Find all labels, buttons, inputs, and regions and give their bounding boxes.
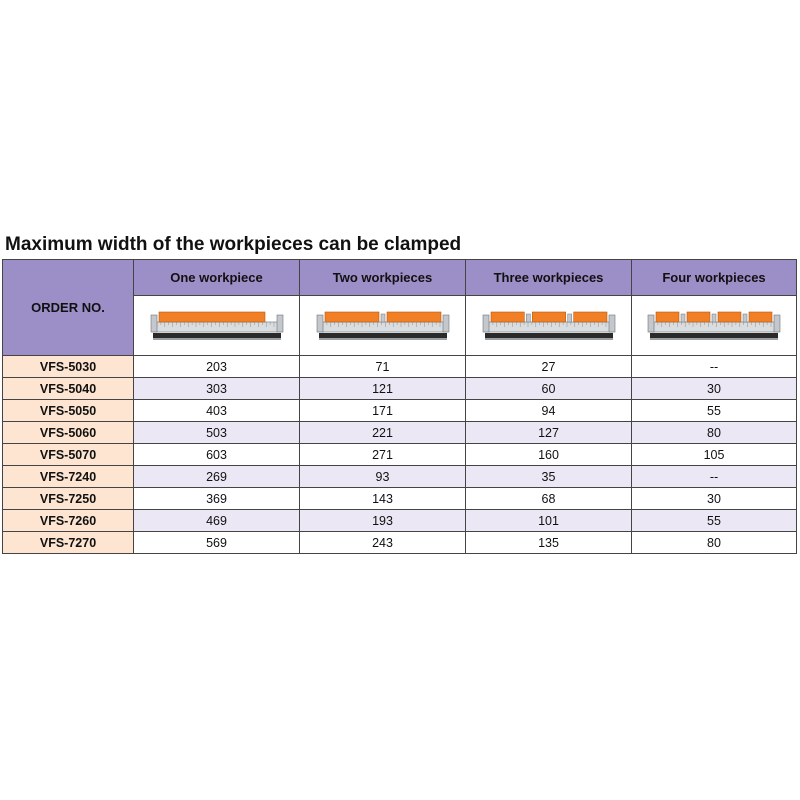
table-row: [3, 444, 797, 466]
table-row: [3, 400, 797, 422]
image-cell-four: [632, 296, 797, 356]
table-row: [3, 378, 797, 400]
order-no-header: ORDER NO.: [3, 260, 134, 356]
workpiece-block: [159, 312, 265, 322]
table-row: [3, 532, 797, 554]
vise-drawing: [317, 312, 449, 340]
value-one: 569: [134, 532, 300, 554]
vise-mid-jaw: [526, 314, 530, 322]
vise-rail: [153, 322, 281, 332]
value-one: 469: [134, 510, 300, 532]
vise-drawing: [151, 312, 283, 340]
vise-jaw-left: [317, 315, 323, 332]
vise-mid-jaw: [743, 314, 747, 322]
value-three: 60: [466, 378, 632, 400]
value-three: 135: [466, 532, 632, 554]
vise-jaw-left: [151, 315, 157, 332]
page-title: Maximum width of the workpieces can be clamped: [5, 234, 462, 255]
value-four: 30: [632, 488, 797, 510]
table-row: [3, 466, 797, 488]
order-code: VFS-5060: [3, 422, 134, 444]
vise-drawing: [483, 312, 615, 340]
vise-jaw-right: [774, 315, 780, 332]
vise-jaw-right: [609, 315, 615, 332]
vise-drawing: [648, 312, 780, 340]
table-row: [3, 488, 797, 510]
vise-four-workpieces-icon: [644, 306, 784, 346]
value-four: --: [632, 466, 797, 488]
value-one: 269: [134, 466, 300, 488]
vise-rail: [485, 322, 613, 332]
value-two: 271: [300, 444, 466, 466]
order-code: VFS-5050: [3, 400, 134, 422]
column-header-one: One workpiece: [134, 260, 300, 296]
image-cell-three: [466, 296, 632, 356]
vise-three-workpieces-icon: [479, 306, 619, 346]
order-code: VFS-5040: [3, 378, 134, 400]
value-four: 55: [632, 510, 797, 532]
value-two: 143: [300, 488, 466, 510]
workpiece-block: [387, 312, 441, 322]
vise-rail: [650, 322, 778, 332]
value-two: 221: [300, 422, 466, 444]
order-code: VFS-5030: [3, 356, 134, 378]
vise-jaw-left: [483, 315, 489, 332]
value-one: 203: [134, 356, 300, 378]
workpiece-block: [532, 312, 565, 322]
column-header-four: Four workpieces: [632, 260, 797, 296]
workpiece-block: [656, 312, 679, 322]
column-header-two: Two workpieces: [300, 260, 466, 296]
value-three: 127: [466, 422, 632, 444]
image-cell-one: [134, 296, 300, 356]
value-one: 503: [134, 422, 300, 444]
value-one: 603: [134, 444, 300, 466]
workpiece-block: [749, 312, 772, 322]
value-three: 101: [466, 510, 632, 532]
order-code: VFS-5070: [3, 444, 134, 466]
header-row: [3, 260, 797, 296]
value-two: 171: [300, 400, 466, 422]
vise-one-workpiece-icon: [147, 306, 287, 346]
vise-base: [485, 333, 613, 338]
value-two: 121: [300, 378, 466, 400]
vise-jaw-left: [648, 315, 654, 332]
vise-mid-jaw: [681, 314, 685, 322]
value-four: 30: [632, 378, 797, 400]
order-code: VFS-7270: [3, 532, 134, 554]
value-four: 105: [632, 444, 797, 466]
vise-two-workpieces-icon: [313, 306, 453, 346]
value-one: 303: [134, 378, 300, 400]
value-one: 403: [134, 400, 300, 422]
value-two: 71: [300, 356, 466, 378]
value-three: 35: [466, 466, 632, 488]
value-two: 93: [300, 466, 466, 488]
value-two: 243: [300, 532, 466, 554]
vise-mid-jaw: [567, 314, 571, 322]
value-three: 160: [466, 444, 632, 466]
value-two: 193: [300, 510, 466, 532]
vise-jaw-right: [443, 315, 449, 332]
vise-mid-jaw: [381, 314, 385, 322]
image-cell-two: [300, 296, 466, 356]
workpiece-block: [491, 312, 524, 322]
vise-base: [153, 333, 281, 338]
order-code: VFS-7260: [3, 510, 134, 532]
clamping-width-table: [2, 259, 797, 554]
value-four: 80: [632, 422, 797, 444]
workpiece-block: [687, 312, 710, 322]
vise-mid-jaw: [712, 314, 716, 322]
value-one: 369: [134, 488, 300, 510]
order-code: VFS-7240: [3, 466, 134, 488]
vise-rail: [319, 322, 447, 332]
workpiece-block: [325, 312, 379, 322]
vise-base: [319, 333, 447, 338]
workpiece-block: [718, 312, 741, 322]
value-four: 55: [632, 400, 797, 422]
value-three: 27: [466, 356, 632, 378]
vise-base: [650, 333, 778, 338]
table-row: [3, 510, 797, 532]
table-row: [3, 356, 797, 378]
value-three: 68: [466, 488, 632, 510]
workpiece-block: [573, 312, 606, 322]
column-header-three: Three workpieces: [466, 260, 632, 296]
value-four: --: [632, 356, 797, 378]
vise-jaw-right: [277, 315, 283, 332]
value-three: 94: [466, 400, 632, 422]
order-code: VFS-7250: [3, 488, 134, 510]
value-four: 80: [632, 532, 797, 554]
table-row: [3, 422, 797, 444]
